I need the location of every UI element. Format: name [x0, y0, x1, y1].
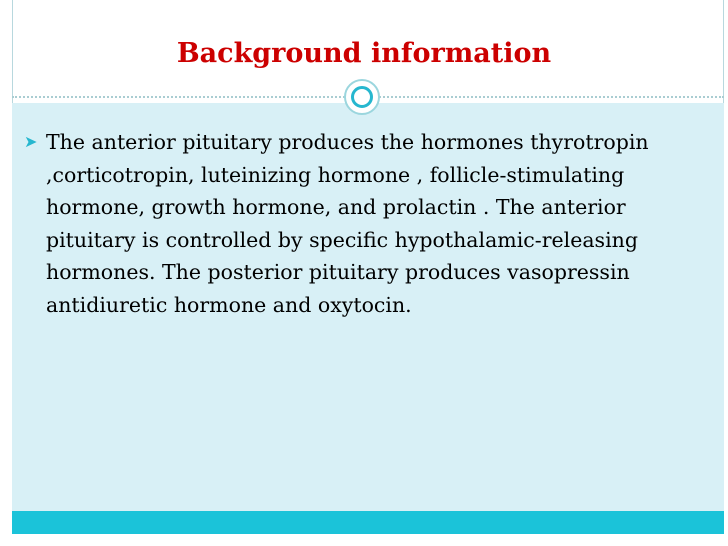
- bullet-text: The anterior pituitary produces the hormones thyrotropin ,corticotropin, luteinizing hormone , follicle-stimulating hormone, growth hormone, and prolactin . The anterior pituitary is controlled by specific hypothalamic-releasing hormones. The posterior pituitary produces vasopressin antidiuretic hormone and oxytocin.: [46, 130, 649, 317]
- bottom-accent-bar: [12, 511, 724, 534]
- bullet-list: [24, 126, 714, 321]
- slide-title: Background information: [176, 38, 552, 69]
- circle-ornament-icon: [344, 79, 380, 115]
- bullet-item: [24, 126, 714, 321]
- circle-ornament-inner: [351, 86, 373, 108]
- arrow-bullet-icon: ➤: [24, 132, 38, 151]
